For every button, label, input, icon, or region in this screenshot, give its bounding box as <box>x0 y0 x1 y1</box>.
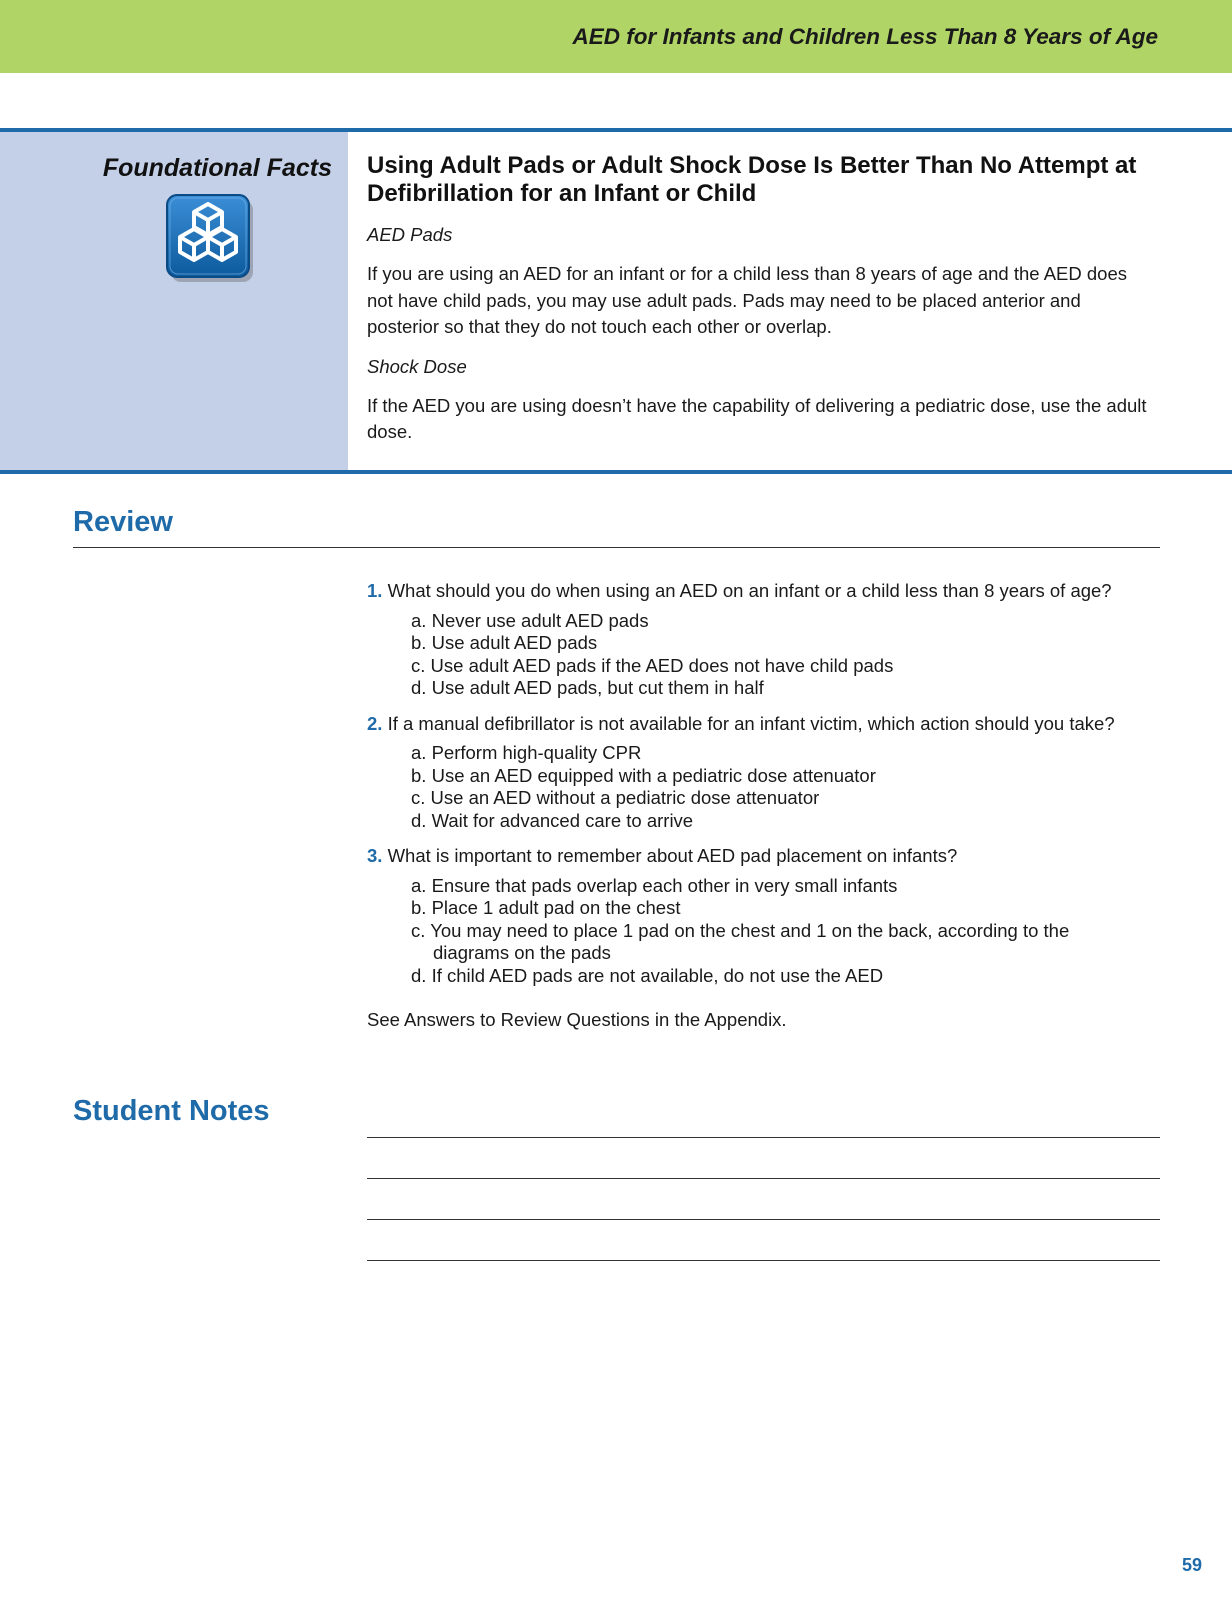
question-stem <box>367 713 1147 736</box>
question-text: What should you do when using an AED on an infant or a child less than 8 years of age? <box>387 580 1112 601</box>
question-item <box>367 580 1147 700</box>
question-number: 1. <box>367 580 383 601</box>
answer-option: d. Use adult AED pads, but cut them in half <box>411 677 764 698</box>
question-text: If a manual defibrillator is not available for an infant victim, which action should you take? <box>387 712 1115 734</box>
option-list <box>367 610 1147 700</box>
answer-option: b. Use an AED equipped with a pediatric dose attenuator <box>411 764 876 786</box>
answer-option: a. Ensure that pads overlap each other in very small infants <box>411 874 898 896</box>
answer-option: b. Use adult AED pads <box>411 632 598 653</box>
question-item <box>367 845 1147 987</box>
see-answers-note: See Answers to Review Questions in the Appendix. <box>367 1009 787 1030</box>
section-paragraph: If you are using an AED for an infant or for a child less than 8 years of age and the AED does not have child pads, you may use adult pads. Pads may need to be placed anterior and posterior so that they do not touch each other or overlap. <box>367 263 1127 337</box>
question-stem <box>367 580 1147 603</box>
note-line <box>367 1178 1160 1179</box>
question-item <box>367 713 1147 833</box>
note-line <box>367 1260 1160 1261</box>
stacked-cubes-icon <box>166 194 256 284</box>
answer-option: a. Perform high-quality CPR <box>411 742 642 763</box>
answer-option: a. Never use adult AED pads <box>411 609 649 631</box>
question-number: 2. <box>367 712 383 734</box>
note-line <box>367 1137 1160 1138</box>
section-subheading: Shock Dose <box>367 355 467 377</box>
answer-option: c. Use an AED without a pediatric dose attenuator <box>411 787 820 808</box>
answer-option: d. If child AED pads are not available, do not use the AED <box>411 964 884 986</box>
note-line <box>367 1219 1160 1220</box>
option-list <box>367 875 1147 988</box>
section-paragraph: If the AED you are using doesn’t have the capability of delivering a pediatric dose, use the adult dose. <box>367 394 1147 442</box>
question-text: What is important to remember about AED pad placement on infants? <box>387 845 958 866</box>
question-stem <box>367 845 1147 868</box>
foundational-facts-heading: Using Adult Pads or Adult Shock Dose Is Better Than No Attempt at Defibrillation for an Infant or Child <box>367 152 1137 207</box>
answer-option: c. You may need to place 1 pad on the chest and 1 on the back, according to the diagrams on the pads <box>411 919 1070 963</box>
foundational-facts-sidebar <box>0 132 348 470</box>
option-list <box>367 742 1147 832</box>
review-divider <box>73 547 1160 548</box>
running-header-title: AED for Infants and Children Less Than 8 Years of Age <box>572 24 1158 49</box>
review-heading: Review <box>73 506 173 538</box>
header-band <box>0 0 1232 73</box>
answer-option: d. Wait for advanced care to arrive <box>411 809 694 831</box>
student-notes-heading: Student Notes <box>73 1095 270 1127</box>
question-number: 3. <box>367 845 383 866</box>
section-subheading: AED Pads <box>367 224 453 245</box>
foundational-facts-content <box>367 152 1157 459</box>
page-number: 59 <box>1181 1555 1202 1575</box>
foundational-facts-box <box>0 128 1232 474</box>
foundational-facts-label: Foundational Facts <box>102 154 332 182</box>
answer-option: b. Place 1 adult pad on the chest <box>411 897 681 918</box>
answer-option: c. Use adult AED pads if the AED does not have child pads <box>411 654 894 676</box>
review-questions <box>367 580 1147 1031</box>
